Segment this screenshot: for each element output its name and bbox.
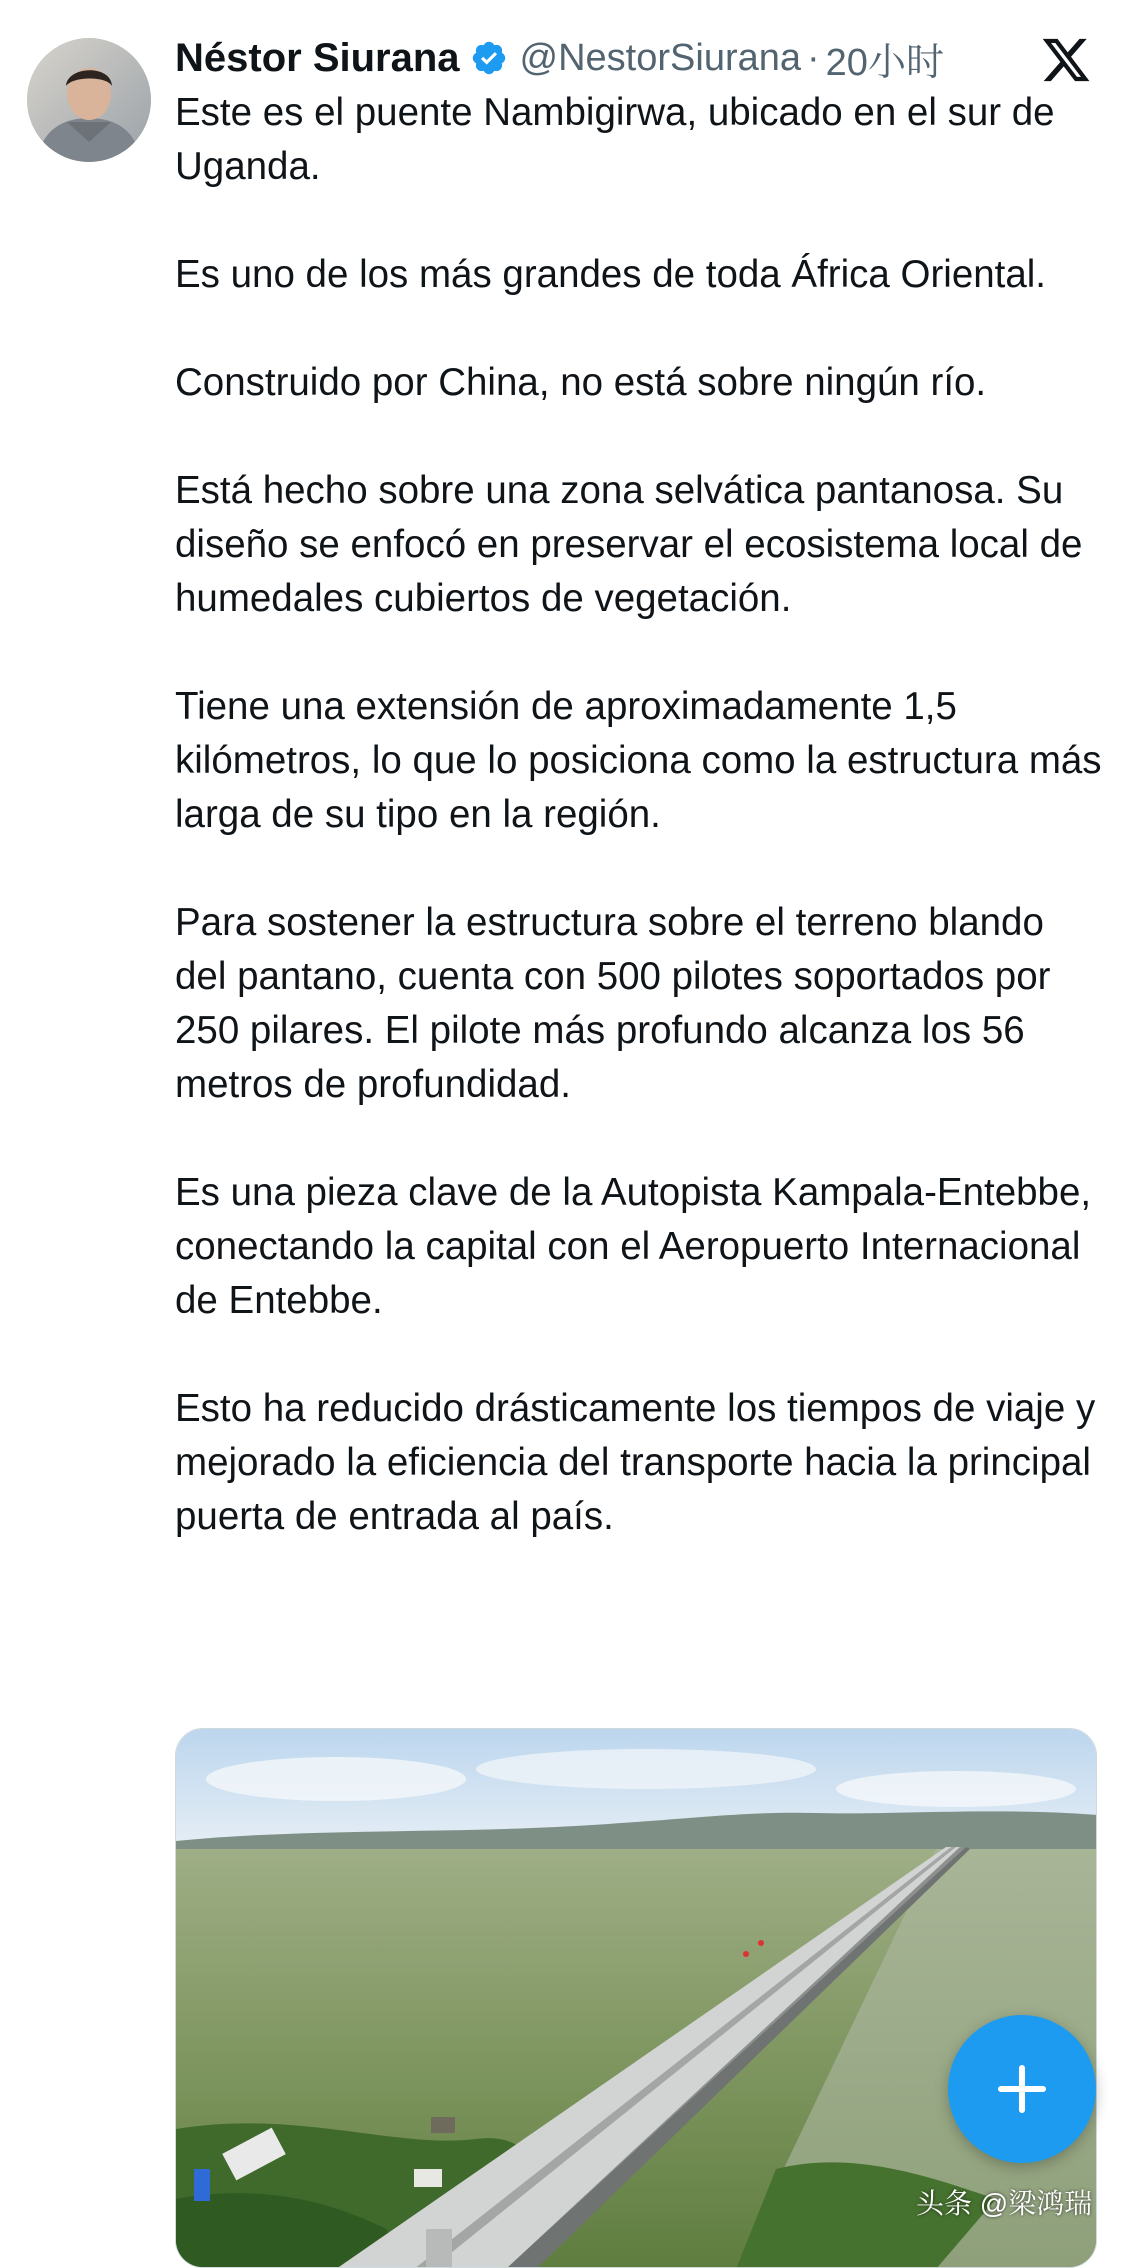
- tweet-paragraph: Es una pieza clave de la Autopista Kampala-Entebbe, conectando la capital con el Aeropuerto Internacional de Entebbe.: [175, 1171, 1092, 1322]
- tweet-text: [175, 86, 1105, 1544]
- tweet-paragraph: Tiene una extensión de aproximadamente 1,5 kilómetros, lo que lo posiciona como la estructura más larga de su tipo en la región.: [175, 685, 1102, 836]
- avatar-image: [27, 38, 151, 162]
- tweet-header: [175, 28, 944, 88]
- tweet-paragraph: Esto ha reducido drásticamente los tiempos de viaje y mejorado la eficiencia del transporte hacia la principal puerta de entrada al país.: [175, 1387, 1096, 1538]
- author-name[interactable]: Néstor Siurana: [175, 35, 460, 80]
- tweet-paragraph: Es uno de los más grandes de toda África Oriental.: [175, 253, 1047, 296]
- avatar[interactable]: [27, 38, 151, 162]
- tweet-paragraph: Para sostener la estructura sobre el terreno blando del pantano, cuenta con 500 pilotes soportados por 250 pilares. El pilote más profundo alcanza los 56 metros de profundidad.: [175, 901, 1051, 1106]
- author-handle[interactable]: @NestorSiurana: [519, 36, 802, 79]
- compose-button[interactable]: [948, 2015, 1096, 2163]
- tweet-paragraph: Está hecho sobre una zona selvática pantanosa. Su diseño se enfocó en preservar el ecosistema local de humedales cubiertos de vegetación.: [175, 469, 1083, 620]
- x-logo-icon: [1040, 34, 1092, 86]
- tweet-paragraph: Construido por China, no está sobre ningún río.: [175, 361, 987, 404]
- verified-badge-icon: [470, 39, 508, 77]
- timestamp[interactable]: 20小时: [825, 41, 944, 84]
- tweet-paragraph: Este es el puente Nambigirwa, ubicado en el sur de Uganda.: [175, 91, 1055, 188]
- source-watermark: 头条 @梁鸿瑞: [916, 2188, 1093, 2219]
- separator-dot: ·: [807, 36, 820, 79]
- plus-icon: [994, 2061, 1050, 2117]
